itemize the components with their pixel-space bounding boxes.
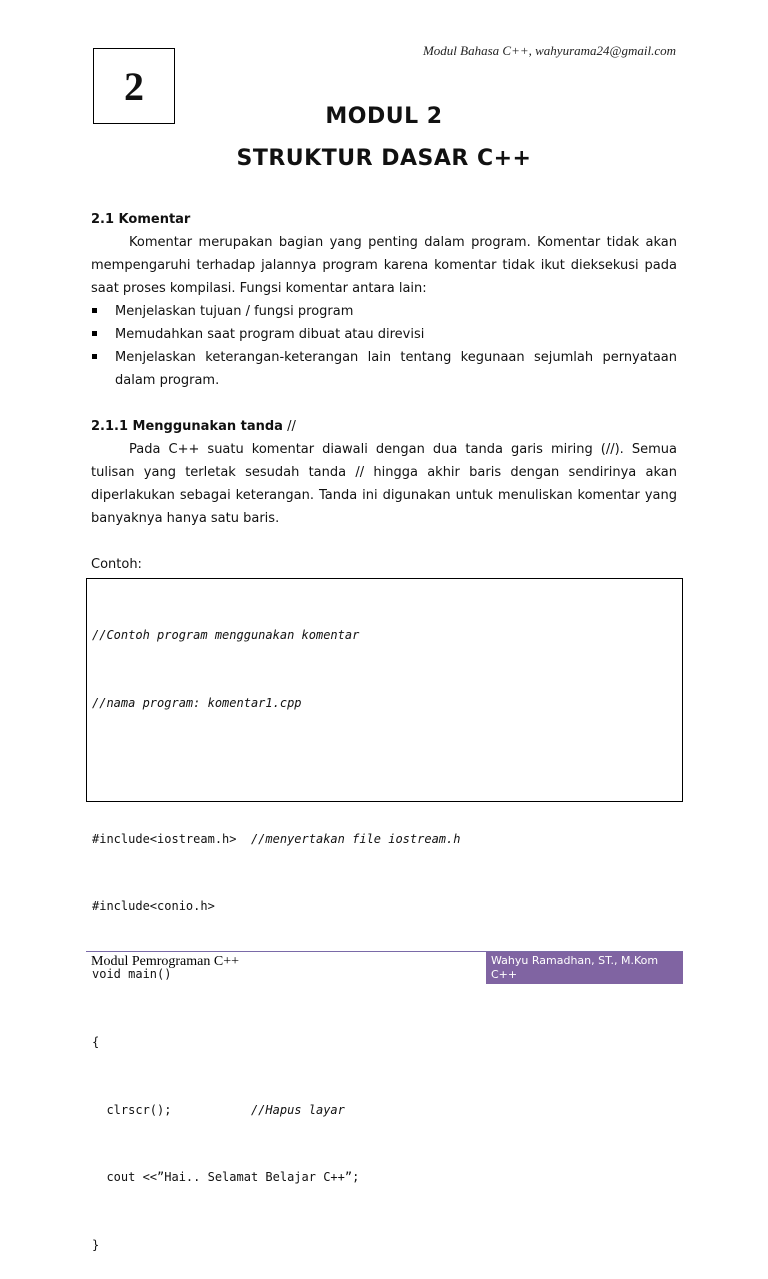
code-line [92,760,682,783]
bullet-list [91,300,677,392]
module-title: MODUL 2 [325,104,443,129]
code-line: } [92,1238,100,1253]
header-running-title: Modul Bahasa C++, wahyurama24@gmail.com [422,43,676,58]
module-subtitle: STRUKTUR DASAR C++ [236,146,532,171]
section-paragraph: Komentar merupakan bagian yang penting dalam program. Komentar tidak akan mempengaruhi terhadap jalannya program karena komentar tidak ikut dieksekusi pada saat proses kompilasi. Fungsi komentar antara lain: [91,235,677,296]
code-line: void main() [92,967,172,982]
list-item: Memudahkan saat program dibuat atau direvisi [91,323,677,346]
code-line: #include<iostream.h> //menyertakan file iostream.h [92,831,461,846]
bullet-icon [92,308,97,313]
list-item: Menjelaskan tujuan / fungsi program [91,300,677,323]
list-item: Menjelaskan keterangan-keterangan lain tentang kegunaan sejumlah pernyataan dalam program. [91,346,677,392]
footer-author-badge [486,952,683,984]
code-line: //Contoh program menggunakan komentar [92,628,360,643]
example-label: Contoh: [91,557,142,572]
code-line: clrscr(); //Hapus layar [92,1102,345,1117]
section-2-1 [91,208,677,392]
subsection-paragraph: Pada C++ suatu komentar diawali dengan dua tanda garis miring (//). Semua tulisan yang terletak sesudah tanda // hingga akhir baris dengan sendirinya akan diperlakukan sebagai keterangan. Tanda ini digunakan untuk menuliskan komentar yang banyaknya hanya satu baris. [91,442,677,526]
chapter-number-box: 2 [93,48,175,124]
code-line: //nama program: komentar1.cpp [92,695,302,710]
code-line: #include<conio.h> [92,899,215,914]
section-heading: 2.1 Komentar [91,212,191,227]
code-line: { [92,1034,100,1049]
footer-author-name: Wahyu Ramadhan, ST., M.Kom [491,954,659,967]
bullet-icon [92,354,97,359]
code-line: cout <<”Hai.. Selamat Belajar C++”; [92,1170,360,1185]
footer-module-name: Modul Pemrograman C++ [91,954,239,969]
subsection-heading: 2.1.1 Menggunakan tanda // [91,419,296,434]
section-2-1-1 [91,415,677,530]
bullet-icon [92,331,97,336]
footer-author-subject: C++ [491,968,518,981]
